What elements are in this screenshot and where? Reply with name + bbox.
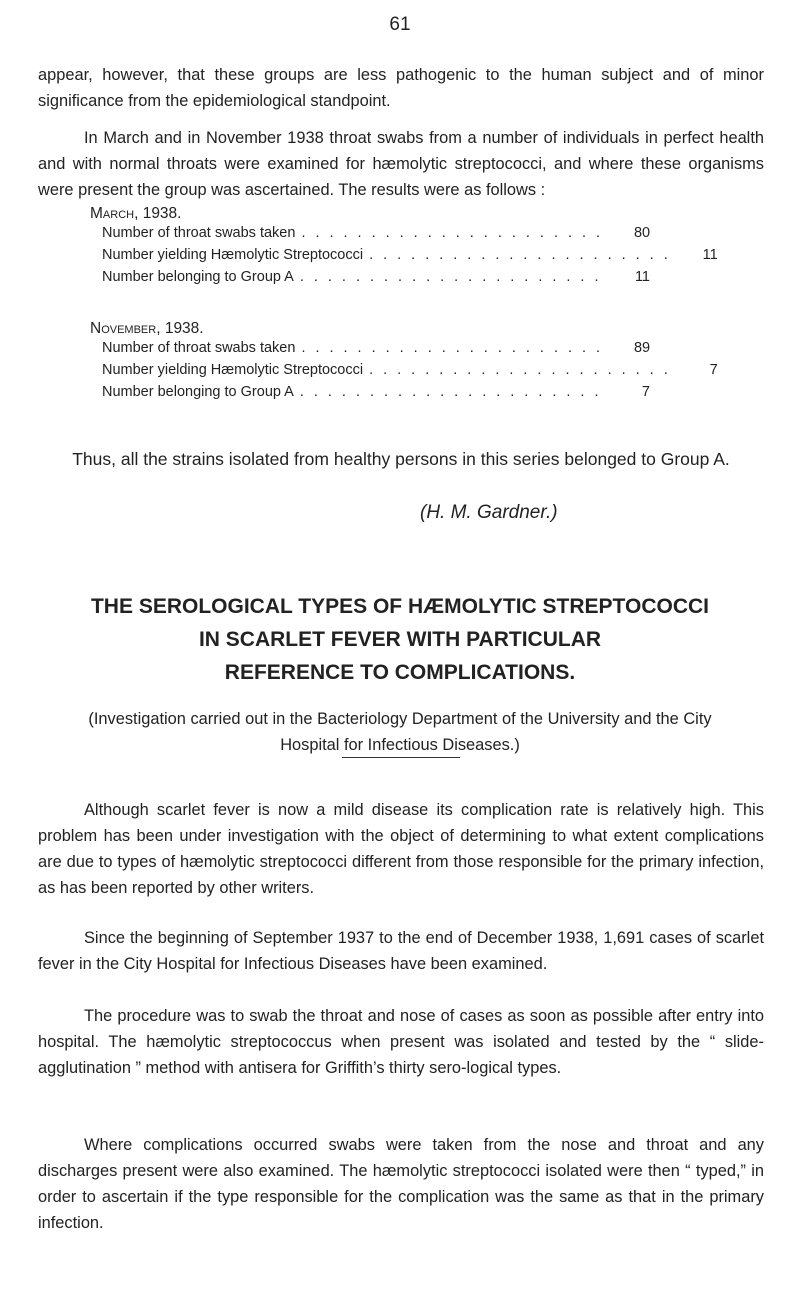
body-paragraph: Since the beginning of September 1937 to the end of December 1938, 1,691 cases of scarlet fever in the City Hospital for Infectious Diseases have been examined. [38, 929, 764, 973]
row-label: Number belonging to Group A [102, 269, 294, 285]
leader-dots: ...................... [301, 340, 611, 356]
table-heading: March, 1938. [90, 205, 182, 222]
section-title-line-3: REFERENCE TO COMPLICATIONS. [224, 661, 576, 684]
row-value: 11 [702, 247, 718, 263]
table-row [102, 362, 718, 384]
body-paragraph: The procedure was to swab the throat and nose of cases as soon as possible after entry into hospital. The hæmolytic streptococcus when present was isolated and tested by the “ slide-agglutination ” method with antisera for Griffith’s thirty sero-logical types. [38, 1007, 764, 1077]
intro-paragraph: appear, however, that these groups are less pathogenic to the human subject and of minor significance from the epidemiological standpoint. [38, 66, 764, 110]
row-value: 89 [633, 340, 651, 356]
leader-dots: ...................... [299, 384, 609, 400]
section-subtitle: (Investigation carried out in the Bacteriology Department of the University and the City Hospital for Infectious Diseases.) [88, 710, 712, 754]
divider-rule [342, 757, 460, 758]
table-row [102, 225, 650, 247]
section-title-line-2: IN SCARLET FEVER WITH PARTICULAR [198, 628, 602, 651]
row-value: 11 [634, 269, 650, 285]
author-signature: (H. M. Gardner.) [420, 502, 558, 523]
body-paragraph: Where complications occurred swabs were taken from the nose and throat and any discharges present were also examined. The hæmolytic streptococci isolated were then “ typed,” in order to ascertain if the type responsible for the complication was the same as that in the primary infection. [38, 1136, 764, 1232]
table-row [102, 384, 650, 406]
november-results-table [90, 320, 718, 406]
row-label: Number belonging to Group A [102, 384, 294, 400]
row-label: Number yielding Hæmolytic Streptococci [102, 247, 364, 263]
section-title-line-1: THE SEROLOGICAL TYPES OF HÆMOLYTIC STREPTOCOCCI [90, 595, 709, 618]
page-number: 61 [389, 14, 411, 35]
row-value: 7 [709, 362, 718, 378]
table-row [102, 340, 650, 362]
march-results-table [90, 205, 718, 291]
leader-dots: ...................... [301, 225, 611, 241]
table-heading: November, 1938. [90, 320, 204, 337]
table-row [102, 269, 650, 291]
leader-dots: ...................... [369, 362, 678, 378]
body-paragraph: Although scarlet fever is now a mild disease its complication rate is relatively high. This problem has been under investigation with the object of determining to what extent complications are due to types of hæmolytic streptococci different from those responsible for the primary infection, as has been reported by other writers. [38, 801, 764, 897]
row-value: 7 [641, 384, 650, 400]
swabs-paragraph: In March and in November 1938 throat swabs from a number of individuals in perfect health and with normal throats were examined for hæmolytic streptococci, and where these organisms were present the group was ascertained. The results were as follows : [38, 129, 764, 199]
row-label: Number of throat swabs taken [102, 340, 296, 356]
leader-dots: ...................... [299, 269, 609, 285]
row-label: Number yielding Hæmolytic Streptococci [102, 362, 364, 378]
table-row [102, 247, 718, 269]
conclusion-paragraph: Thus, all the strains isolated from healthy persons in this series belonged to Group A. [72, 449, 730, 469]
row-value: 80 [633, 225, 651, 241]
leader-dots: ...................... [369, 247, 678, 263]
row-label: Number of throat swabs taken [102, 225, 296, 241]
